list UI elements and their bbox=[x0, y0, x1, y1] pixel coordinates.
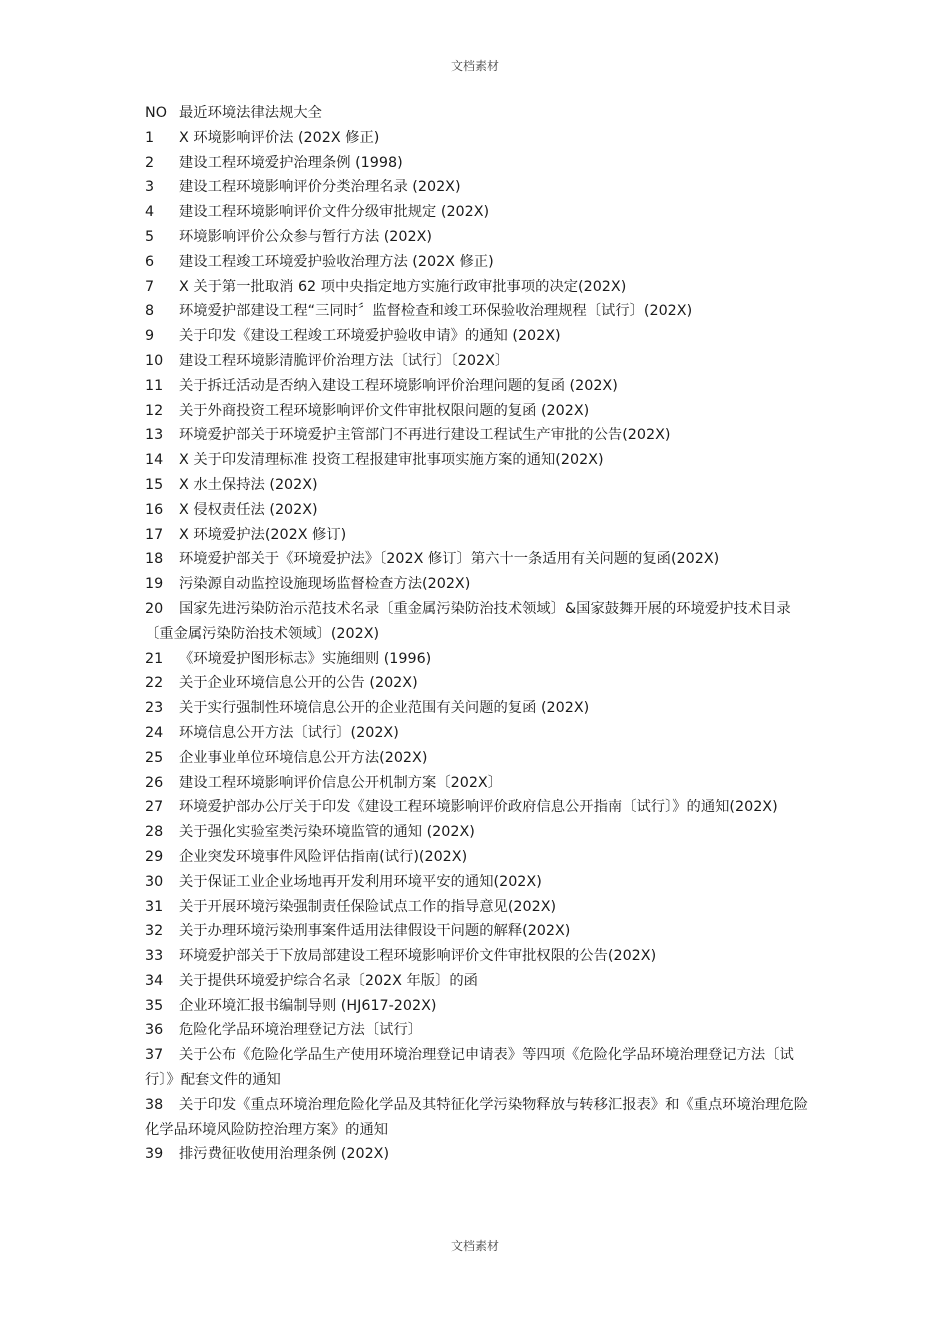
item-number: 29 bbox=[145, 848, 164, 865]
item-number: 8 bbox=[145, 303, 155, 320]
item-title: X 关于印发清理标准 投资工程报建审批事项实施方案的通知(202X) bbox=[179, 452, 604, 469]
item-number: 9 bbox=[145, 328, 155, 345]
item-number: 11 bbox=[145, 377, 164, 394]
list-item bbox=[145, 299, 813, 324]
item-number: 39 bbox=[145, 1146, 164, 1163]
item-number: 23 bbox=[145, 700, 164, 717]
list-item bbox=[145, 1093, 813, 1143]
list-item bbox=[145, 200, 813, 225]
item-title: 关于实行强制性环境信息公开的企业范围有关问题的复函 (202X) bbox=[179, 700, 590, 717]
item-number: 7 bbox=[145, 278, 155, 295]
item-title: 污染源自动监控设施现场监督检查方法(202X) bbox=[179, 576, 471, 593]
list-item bbox=[145, 547, 813, 572]
item-number: 21 bbox=[145, 650, 164, 667]
item-number: 19 bbox=[145, 576, 164, 593]
item-title: 建设工程环境爱护治理条例 (1998) bbox=[179, 154, 403, 171]
list-item bbox=[145, 721, 813, 746]
item-title: 建设工程环境影响评价信息公开机制方案〔202X〕 bbox=[179, 774, 503, 791]
list-item bbox=[145, 275, 813, 300]
list-item bbox=[145, 399, 813, 424]
item-title: 关于企业环境信息公开的公告 (202X) bbox=[179, 675, 418, 692]
item-title: X 环境影响评价法 (202X 修正) bbox=[179, 129, 380, 146]
list-item bbox=[145, 473, 813, 498]
item-title: 企业环境汇报书编制导则 (HJ617-202X) bbox=[179, 997, 437, 1014]
list-item bbox=[145, 349, 813, 374]
item-number: 17 bbox=[145, 526, 164, 543]
item-number: 25 bbox=[145, 749, 164, 766]
item-number: 5 bbox=[145, 228, 155, 245]
list-heading bbox=[145, 101, 813, 126]
item-title: 关于提供环境爱护综合名录〔202X 年版〕的函 bbox=[179, 972, 478, 989]
item-title: 环境信息公开方法〔试行〕(202X) bbox=[179, 724, 399, 741]
item-title: 关于开展环境污染强制责任保险试点工作的指导意见(202X) bbox=[179, 898, 557, 915]
item-title: 关于印发《重点环境治理危险化学品及其特征化学污染物释放与转移汇报表》和《重点环境治理危险化学品环境风险防控治理方案》的通知 bbox=[145, 1096, 809, 1138]
list-item bbox=[145, 523, 813, 548]
item-title: 关于强化实验室类污染环境监管的通知 (202X) bbox=[179, 824, 475, 841]
list-item bbox=[145, 423, 813, 448]
item-number: 16 bbox=[145, 501, 164, 518]
list-item bbox=[145, 250, 813, 275]
item-title: X 环境爱护法(202X 修订) bbox=[179, 526, 347, 543]
list-item bbox=[145, 696, 813, 721]
item-title: 建设工程环境影响评价文件分级审批规定 (202X) bbox=[179, 204, 490, 221]
item-title: 环境影响评价公众参与暂行方法 (202X) bbox=[179, 228, 432, 245]
list-item bbox=[145, 1018, 813, 1043]
item-title: 企业突发环境事件风险评估指南(试行)(202X) bbox=[179, 848, 468, 865]
item-number: 36 bbox=[145, 1022, 164, 1039]
page-header: 文档素材 bbox=[450, 59, 499, 73]
item-title: 关于办理环境污染刑事案件适用法律假设干问题的解释(202X) bbox=[179, 923, 571, 940]
item-title: 建设工程竣工环境爱护验收治理方法 (202X 修正) bbox=[179, 253, 494, 270]
item-number: 35 bbox=[145, 997, 164, 1014]
list-item bbox=[145, 1142, 813, 1167]
list-item bbox=[145, 919, 813, 944]
item-title: X 关于第一批取消 62 项中央指定地方实施行政审批事项的决定(202X) bbox=[179, 278, 627, 295]
item-number: 4 bbox=[145, 204, 155, 221]
list-item bbox=[145, 374, 813, 399]
list-item bbox=[145, 175, 813, 200]
list-item bbox=[145, 746, 813, 771]
list-item bbox=[145, 820, 813, 845]
item-number: 27 bbox=[145, 799, 164, 816]
item-number: 1 bbox=[145, 129, 155, 146]
list-item bbox=[145, 795, 813, 820]
item-number: 10 bbox=[145, 352, 164, 369]
item-number: 30 bbox=[145, 873, 164, 890]
list-item bbox=[145, 1043, 813, 1093]
item-title: 关于印发《建设工程竣工环境爱护验收申请》的通知 (202X) bbox=[179, 328, 561, 345]
item-title: 建设工程环境影清脆评价治理方法〔试行〕〔202X〕 bbox=[179, 352, 510, 369]
list-item bbox=[145, 647, 813, 672]
item-number: 14 bbox=[145, 452, 164, 469]
item-number: 34 bbox=[145, 972, 164, 989]
list-item bbox=[145, 151, 813, 176]
document-body bbox=[145, 101, 813, 1167]
list-item bbox=[145, 126, 813, 151]
list-item bbox=[145, 324, 813, 349]
item-number: 37 bbox=[145, 1047, 164, 1064]
item-title: 环境爱护部建设工程“三同时〞监督检查和竣工环保验收治理规程〔试行〕(202X) bbox=[179, 303, 693, 320]
list-item bbox=[145, 944, 813, 969]
item-title: 环境爱护部办公厅关于印发《建设工程环境影响评价政府信息公开指南〔试行〕》的通知(202X) bbox=[179, 799, 778, 816]
list-item bbox=[145, 994, 813, 1019]
item-number: 31 bbox=[145, 898, 164, 915]
item-title: 环境爱护部关于环境爱护主管部门不再进行建设工程试生产审批的公告(202X) bbox=[179, 427, 671, 444]
item-number: 6 bbox=[145, 253, 155, 270]
item-number: 22 bbox=[145, 675, 164, 692]
page-footer: 文档素材 bbox=[450, 1239, 499, 1253]
item-number: 3 bbox=[145, 179, 155, 196]
item-number: 26 bbox=[145, 774, 164, 791]
item-title: 危险化学品环境治理登记方法〔试行〕 bbox=[179, 1022, 423, 1039]
item-title: 《环境爱护图形标志》实施细则 (1996) bbox=[179, 650, 432, 667]
list-item bbox=[145, 498, 813, 523]
heading-no: NO bbox=[145, 105, 167, 121]
item-title: 企业事业单位环境信息公开方法(202X) bbox=[179, 749, 428, 766]
item-number: 38 bbox=[145, 1096, 164, 1113]
item-title: 建设工程环境影响评价分类治理名录 (202X) bbox=[179, 179, 461, 196]
item-number: 2 bbox=[145, 154, 155, 171]
list-item bbox=[145, 572, 813, 597]
item-number: 33 bbox=[145, 948, 164, 965]
list-item bbox=[145, 448, 813, 473]
item-title: 环境爱护部关于《环境爱护法》〔202X 修订〕第六十一条适用有关问题的复函(202X) bbox=[179, 551, 720, 568]
list-item bbox=[145, 597, 813, 647]
item-title: X 侵权责任法 (202X) bbox=[179, 501, 318, 518]
item-title: 关于外商投资工程环境影响评价文件审批权限问题的复函 (202X) bbox=[179, 402, 590, 419]
item-title: 关于保证工业企业场地再开发利用环境平安的通知(202X) bbox=[179, 873, 542, 890]
item-title: 关于公布《危险化学品生产使用环境治理登记申请表》等四项《危险化学品环境治理登记方法〔试行〕》配套文件的通知 bbox=[145, 1047, 794, 1089]
item-title: 国家先进污染防治示范技术名录〔重金属污染防治技术领域〕&国家鼓舞开展的环境爱护技术目录〔重金属污染防治技术领域〕(202X) bbox=[145, 600, 791, 642]
item-title: 环境爱护部关于下放局部建设工程环境影响评价文件审批权限的公告(202X) bbox=[179, 948, 657, 965]
list-item bbox=[145, 771, 813, 796]
item-number: 18 bbox=[145, 551, 164, 568]
item-title: 排污费征收使用治理条例 (202X) bbox=[179, 1146, 390, 1163]
item-number: 24 bbox=[145, 724, 164, 741]
item-number: 12 bbox=[145, 402, 164, 419]
item-number: 20 bbox=[145, 600, 164, 617]
list-item bbox=[145, 845, 813, 870]
list-item bbox=[145, 671, 813, 696]
document-title: 最近环境法律法规大全 bbox=[179, 105, 322, 121]
list-item bbox=[145, 969, 813, 994]
item-number: 13 bbox=[145, 427, 164, 444]
item-title: X 水土保持法 (202X) bbox=[179, 476, 318, 493]
item-number: 15 bbox=[145, 476, 164, 493]
list-item bbox=[145, 870, 813, 895]
item-number: 28 bbox=[145, 824, 164, 841]
list-item bbox=[145, 895, 813, 920]
item-title: 关于拆迁活动是否纳入建设工程环境影响评价治理问题的复函 (202X) bbox=[179, 377, 618, 394]
item-number: 32 bbox=[145, 923, 164, 940]
list-item bbox=[145, 225, 813, 250]
